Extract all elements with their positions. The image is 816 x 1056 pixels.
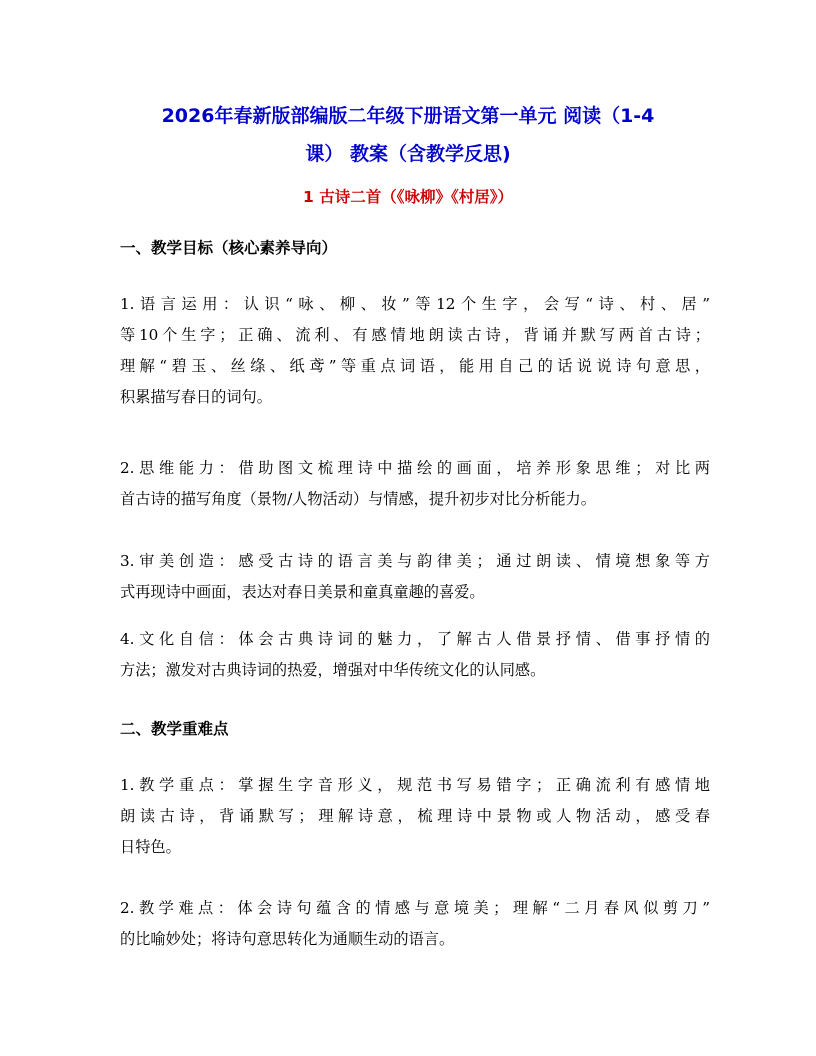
- section-heading-teaching-objectives: 一、教学目标（核心素养导向）: [120, 239, 338, 257]
- objective-aesthetic-creation: [120, 546, 710, 608]
- paragraph-line: 积累描写春日的词句。: [120, 388, 272, 406]
- paragraph-line: 1.语言运用：认识“咏、柳、妆”等12个生字，会写“诗、村、居”: [120, 295, 710, 313]
- paragraph-line: 的比喻妙处；将诗句意思转化为通顺生动的语言。: [120, 930, 455, 948]
- paragraph-line: 日特色。: [120, 838, 181, 856]
- teaching-difficulties: [120, 893, 710, 955]
- section-heading-key-difficulties: 二、教学重难点: [120, 720, 229, 738]
- document-title-line-1: 2026年春新版部编版二年级下册语文第一单元 阅读（1-4: [161, 105, 655, 127]
- teaching-key-points: [120, 770, 710, 863]
- document-title-line-2: 课） 教案（含教学反思): [305, 143, 511, 165]
- objective-language-use: [120, 289, 710, 413]
- paragraph-line: 2.思维能力：借助图文梳理诗中描绘的画面，培养形象思维；对比两: [120, 459, 710, 477]
- objective-thinking-ability: [120, 453, 710, 515]
- paragraph-line: 1.教学重点：掌握生字音形义，规范书写易错字；正确流利有感情地: [120, 776, 710, 794]
- paragraph-line: 理解“碧玉、丝绦、纸鸢”等重点词语，能用自己的话说说诗句意思，: [120, 357, 710, 375]
- objective-cultural-confidence: [120, 624, 710, 686]
- paragraph-line: 4.文化自信：体会古典诗词的魅力，了解古人借景抒情、借事抒情的: [120, 630, 710, 648]
- paragraph-line: 2.教学难点：体会诗句蕴含的情感与意境美；理解“二月春风似剪刀”: [120, 899, 710, 917]
- lesson-title: 1 古诗二首（《咏柳》《村居》）: [303, 188, 513, 206]
- paragraph-line: 3.审美创造：感受古诗的语言美与韵律美；通过朗读、情境想象等方: [120, 552, 710, 570]
- paragraph-line: 等10个生字；正确、流利、有感情地朗读古诗，背诵并默写两首古诗；: [120, 326, 710, 344]
- paragraph-line: 首古诗的描写角度（景物/人物活动）与情感，提升初步对比分析能力。: [120, 490, 596, 508]
- paragraph-line: 式再现诗中画面，表达对春日美景和童真童趣的喜爱。: [120, 583, 485, 601]
- paragraph-line: 朗读古诗，背诵默写；理解诗意，梳理诗中景物或人物活动，感受春: [120, 807, 710, 825]
- paragraph-line: 方法；激发对古典诗词的热爱，增强对中华传统文化的认同感。: [120, 661, 546, 679]
